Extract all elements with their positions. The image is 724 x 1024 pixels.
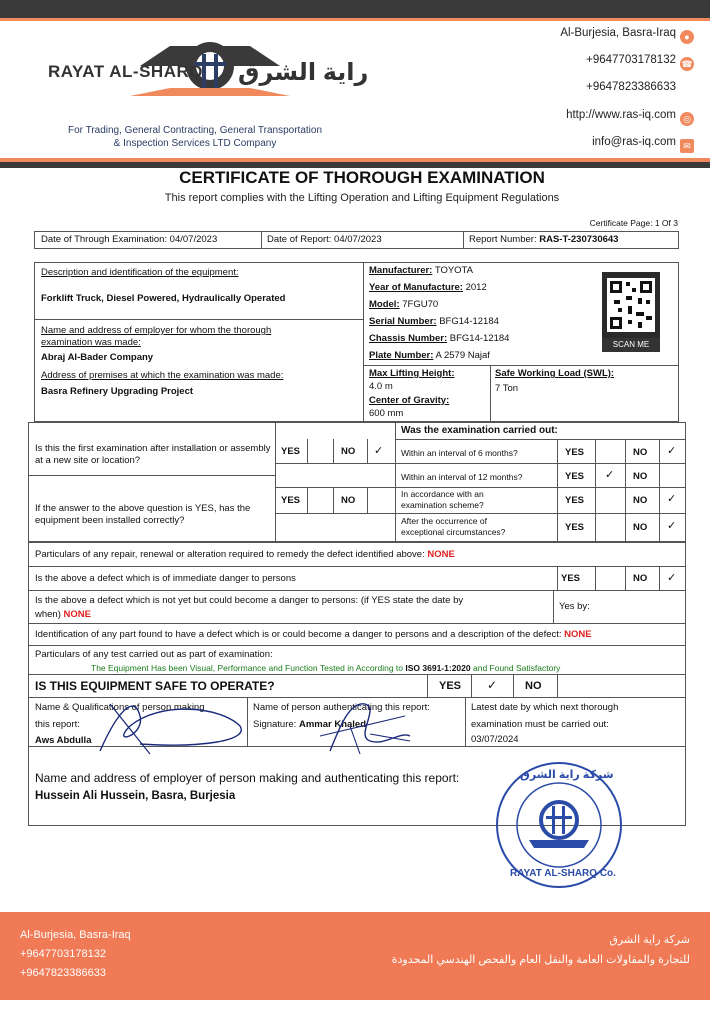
footer-location: Al-Burjesia, Basra-Iraq — [20, 929, 131, 941]
auth-label: Name of person authenticating this report: — [253, 702, 430, 713]
future-danger-line-2: when) NONE — [35, 609, 91, 620]
chassis-number: Chassis Number: BFG14-12184 — [369, 333, 510, 344]
exceptional-no-check: ✓ — [667, 520, 677, 532]
maker-signature — [80, 696, 250, 756]
brand-name-en: RAYAT AL-SHARQ — [48, 62, 203, 81]
email-icon: ✉ — [680, 136, 694, 154]
safe-yes: YES — [439, 680, 462, 692]
immediate-danger-yes: YES — [561, 573, 581, 584]
footer-phone-2: +9647823386633 — [20, 967, 106, 979]
employer-value: Abraj Al-Bader Company — [41, 352, 154, 363]
scheme-yes: YES — [565, 495, 585, 506]
plate-number: Plate Number: A 2579 Najaf — [369, 350, 490, 361]
maker-name: Aws Abdulla — [35, 735, 92, 746]
contact-website: http://www.ras-iq.com — [566, 109, 676, 121]
test-label: Particulars of any test carried out as part of examination: — [35, 649, 273, 660]
six-months-no-check: ✓ — [667, 445, 677, 457]
safe-no: NO — [525, 680, 542, 692]
location-icon: ● — [680, 27, 694, 45]
q-exceptional: After the occurrence of exceptional circumstances? — [401, 516, 506, 537]
footer-contact — [20, 926, 131, 983]
safe-to-operate-row — [28, 674, 686, 698]
q-scheme: In accordance with an examination scheme? — [401, 489, 484, 510]
desc-value: Forklift Truck, Diesel Powered, Hydraulically Operated — [41, 293, 286, 304]
next-date: 03/07/2024 — [471, 734, 519, 745]
immediate-danger-text: Is the above a defect which is of immediate danger to persons — [35, 573, 296, 584]
document-subtitle: This report complies with the Lifting Operation and Lifting Equipment Regulations — [164, 192, 560, 204]
stamp-top-text: شركة راية الشرق — [520, 769, 614, 781]
header-top-bar — [0, 0, 710, 20]
dates-row — [34, 231, 679, 249]
premises-label: Address of premises at which the examination was made: — [41, 370, 284, 381]
first-exam-no-check: ✓ — [374, 445, 384, 457]
scheme-no: NO — [633, 495, 648, 506]
employer-person-value: Hussein Ali Hussein, Basra, Burjesia — [35, 790, 236, 802]
examination-grid — [28, 422, 686, 542]
exceptional-no: NO — [633, 522, 648, 533]
carried-out-title: Was the examination carried out: — [401, 425, 558, 436]
footer-ar-line-2: للتجارة والمقاولات العامة والنقل العام والفحص الهندسي المحدودة — [391, 954, 690, 966]
auth-signature-drawing — [310, 696, 420, 756]
document-title: CERTIFICATE OF THOROUGH EXAMINATION — [179, 168, 545, 187]
employer-label-1: Name and address of employer for whom the thorough — [41, 325, 272, 336]
equipment-block — [34, 262, 679, 422]
maker-label-2: this report: — [35, 719, 80, 730]
cog-label: Center of Gravity: — [369, 395, 450, 406]
q-six-months: Within an interval of 6 months? — [401, 448, 518, 458]
installed-yes: YES — [281, 495, 301, 506]
test-row — [28, 645, 686, 675]
max-height-label: Max Lifting Height: — [369, 368, 455, 379]
twelve-months-no: NO — [633, 471, 648, 482]
employer-label-2: examination was made: — [41, 337, 141, 348]
manufacturer: Manufacturer: TOYOTA — [369, 265, 473, 276]
immediate-danger-no: NO — [633, 573, 648, 584]
year-of-manufacture: Year of Manufacture: 2012 — [369, 282, 487, 293]
maker-label-1: Name & Qualifications of person making — [35, 702, 205, 713]
tagline-line-1: For Trading, General Contracting, General Transportation — [67, 125, 323, 136]
certificate-page: Certificate Page: 1 Of 3 — [589, 218, 678, 228]
first-exam-yes: YES — [281, 446, 301, 457]
twelve-months-yes: YES — [565, 471, 585, 482]
contact-phone-2: +9647823386633 — [586, 81, 676, 93]
brand-name-ar: راية الشرق — [238, 59, 369, 86]
model: Model: 7FGU70 — [369, 299, 439, 310]
yes-by-label: Yes by: — [559, 601, 590, 612]
footer-arabic — [392, 930, 690, 970]
scheme-no-check: ✓ — [667, 493, 677, 505]
employer-person-label: Name and address of employer of person making and authenticating this report: — [35, 771, 460, 785]
repair-text: Particulars of any repair, renewal or alteration required to remedy the defect identified above: NONE — [35, 549, 455, 560]
safe-yes-check: ✓ — [487, 678, 498, 692]
stamp-bottom-text: RAYAT AL-SHARQ Co. — [510, 868, 616, 879]
six-months-yes: YES — [565, 447, 585, 458]
swl-value: 7 Ton — [495, 383, 519, 394]
six-months-no: NO — [633, 447, 648, 458]
globe-icon: ◎ — [680, 109, 694, 127]
footer-ar-line-1: شركة راية الشرق — [609, 934, 690, 946]
immediate-danger-row — [28, 566, 686, 591]
q-first-exam: Is this the first examination after installation or assembly at a new site or location? — [35, 443, 271, 466]
company-tagline — [50, 124, 340, 150]
first-exam-no: NO — [341, 446, 356, 457]
tagline-line-2: & Inspection Services LTD Company — [113, 138, 277, 149]
identification-text: Identification of any part found to have a defect which is or could become a danger to persons and a description of the defect: NONE — [35, 629, 592, 640]
premises-value: Basra Refinery Upgrading Project — [41, 386, 194, 397]
scan-me-label: SCAN ME — [602, 338, 660, 352]
footer-phone-1: +9647703178132 — [20, 948, 106, 960]
exceptional-yes: YES — [565, 522, 585, 533]
contact-phone-1: +9647703178132 — [586, 54, 676, 66]
desc-label: Description and identification of the equipment: — [41, 267, 239, 278]
contact-email: info@ras-iq.com — [592, 136, 676, 148]
future-danger-line-1: Is the above a defect which is not yet but could become a danger to persons: (if YES state the date by — [35, 595, 464, 606]
serial-number: Serial Number: BFG14-12184 — [369, 316, 499, 327]
test-value: The Equipment Has been Visual, Performance and Function Tested in According to ISO 3691-1:2020 and Found Satisfactory — [91, 663, 561, 673]
repair-row — [28, 542, 686, 567]
identification-row — [28, 623, 686, 646]
swl-label: Safe Working Load (SWL): — [495, 368, 615, 379]
twelve-months-yes-check: ✓ — [605, 469, 615, 481]
auth-signature: Signature: Ammar Khaled — [253, 719, 367, 730]
cog-value: 600 mm — [369, 408, 404, 419]
next-label-1: Latest date by which next thorough — [471, 702, 619, 713]
report-date: Date of Report: 04/07/2023 — [267, 234, 382, 245]
safe-question: IS THIS EQUIPMENT SAFE TO OPERATE? — [35, 679, 275, 693]
phone-icon: ☎ — [681, 59, 693, 69]
max-height-value: 4.0 m — [369, 381, 393, 392]
q-twelve-months: Within an interval of 12 months? — [401, 472, 523, 482]
header-accent-bar — [0, 18, 710, 21]
exam-date: Date of Through Examination: 04/07/2023 — [41, 234, 218, 245]
next-label-2: examination must be carried out: — [471, 719, 609, 730]
report-number: Report Number: RAS-T-230730643 — [469, 234, 619, 245]
qr-code[interactable] — [602, 272, 660, 338]
immediate-danger-no-check: ✓ — [667, 572, 677, 584]
contact-location: Al-Burjesia, Basra-Iraq — [560, 27, 676, 39]
installed-no: NO — [341, 495, 356, 506]
q-installed-correctly: If the answer to the above question is YES, has the equipment been installed correctly? — [35, 503, 251, 526]
future-danger-row — [28, 590, 686, 624]
